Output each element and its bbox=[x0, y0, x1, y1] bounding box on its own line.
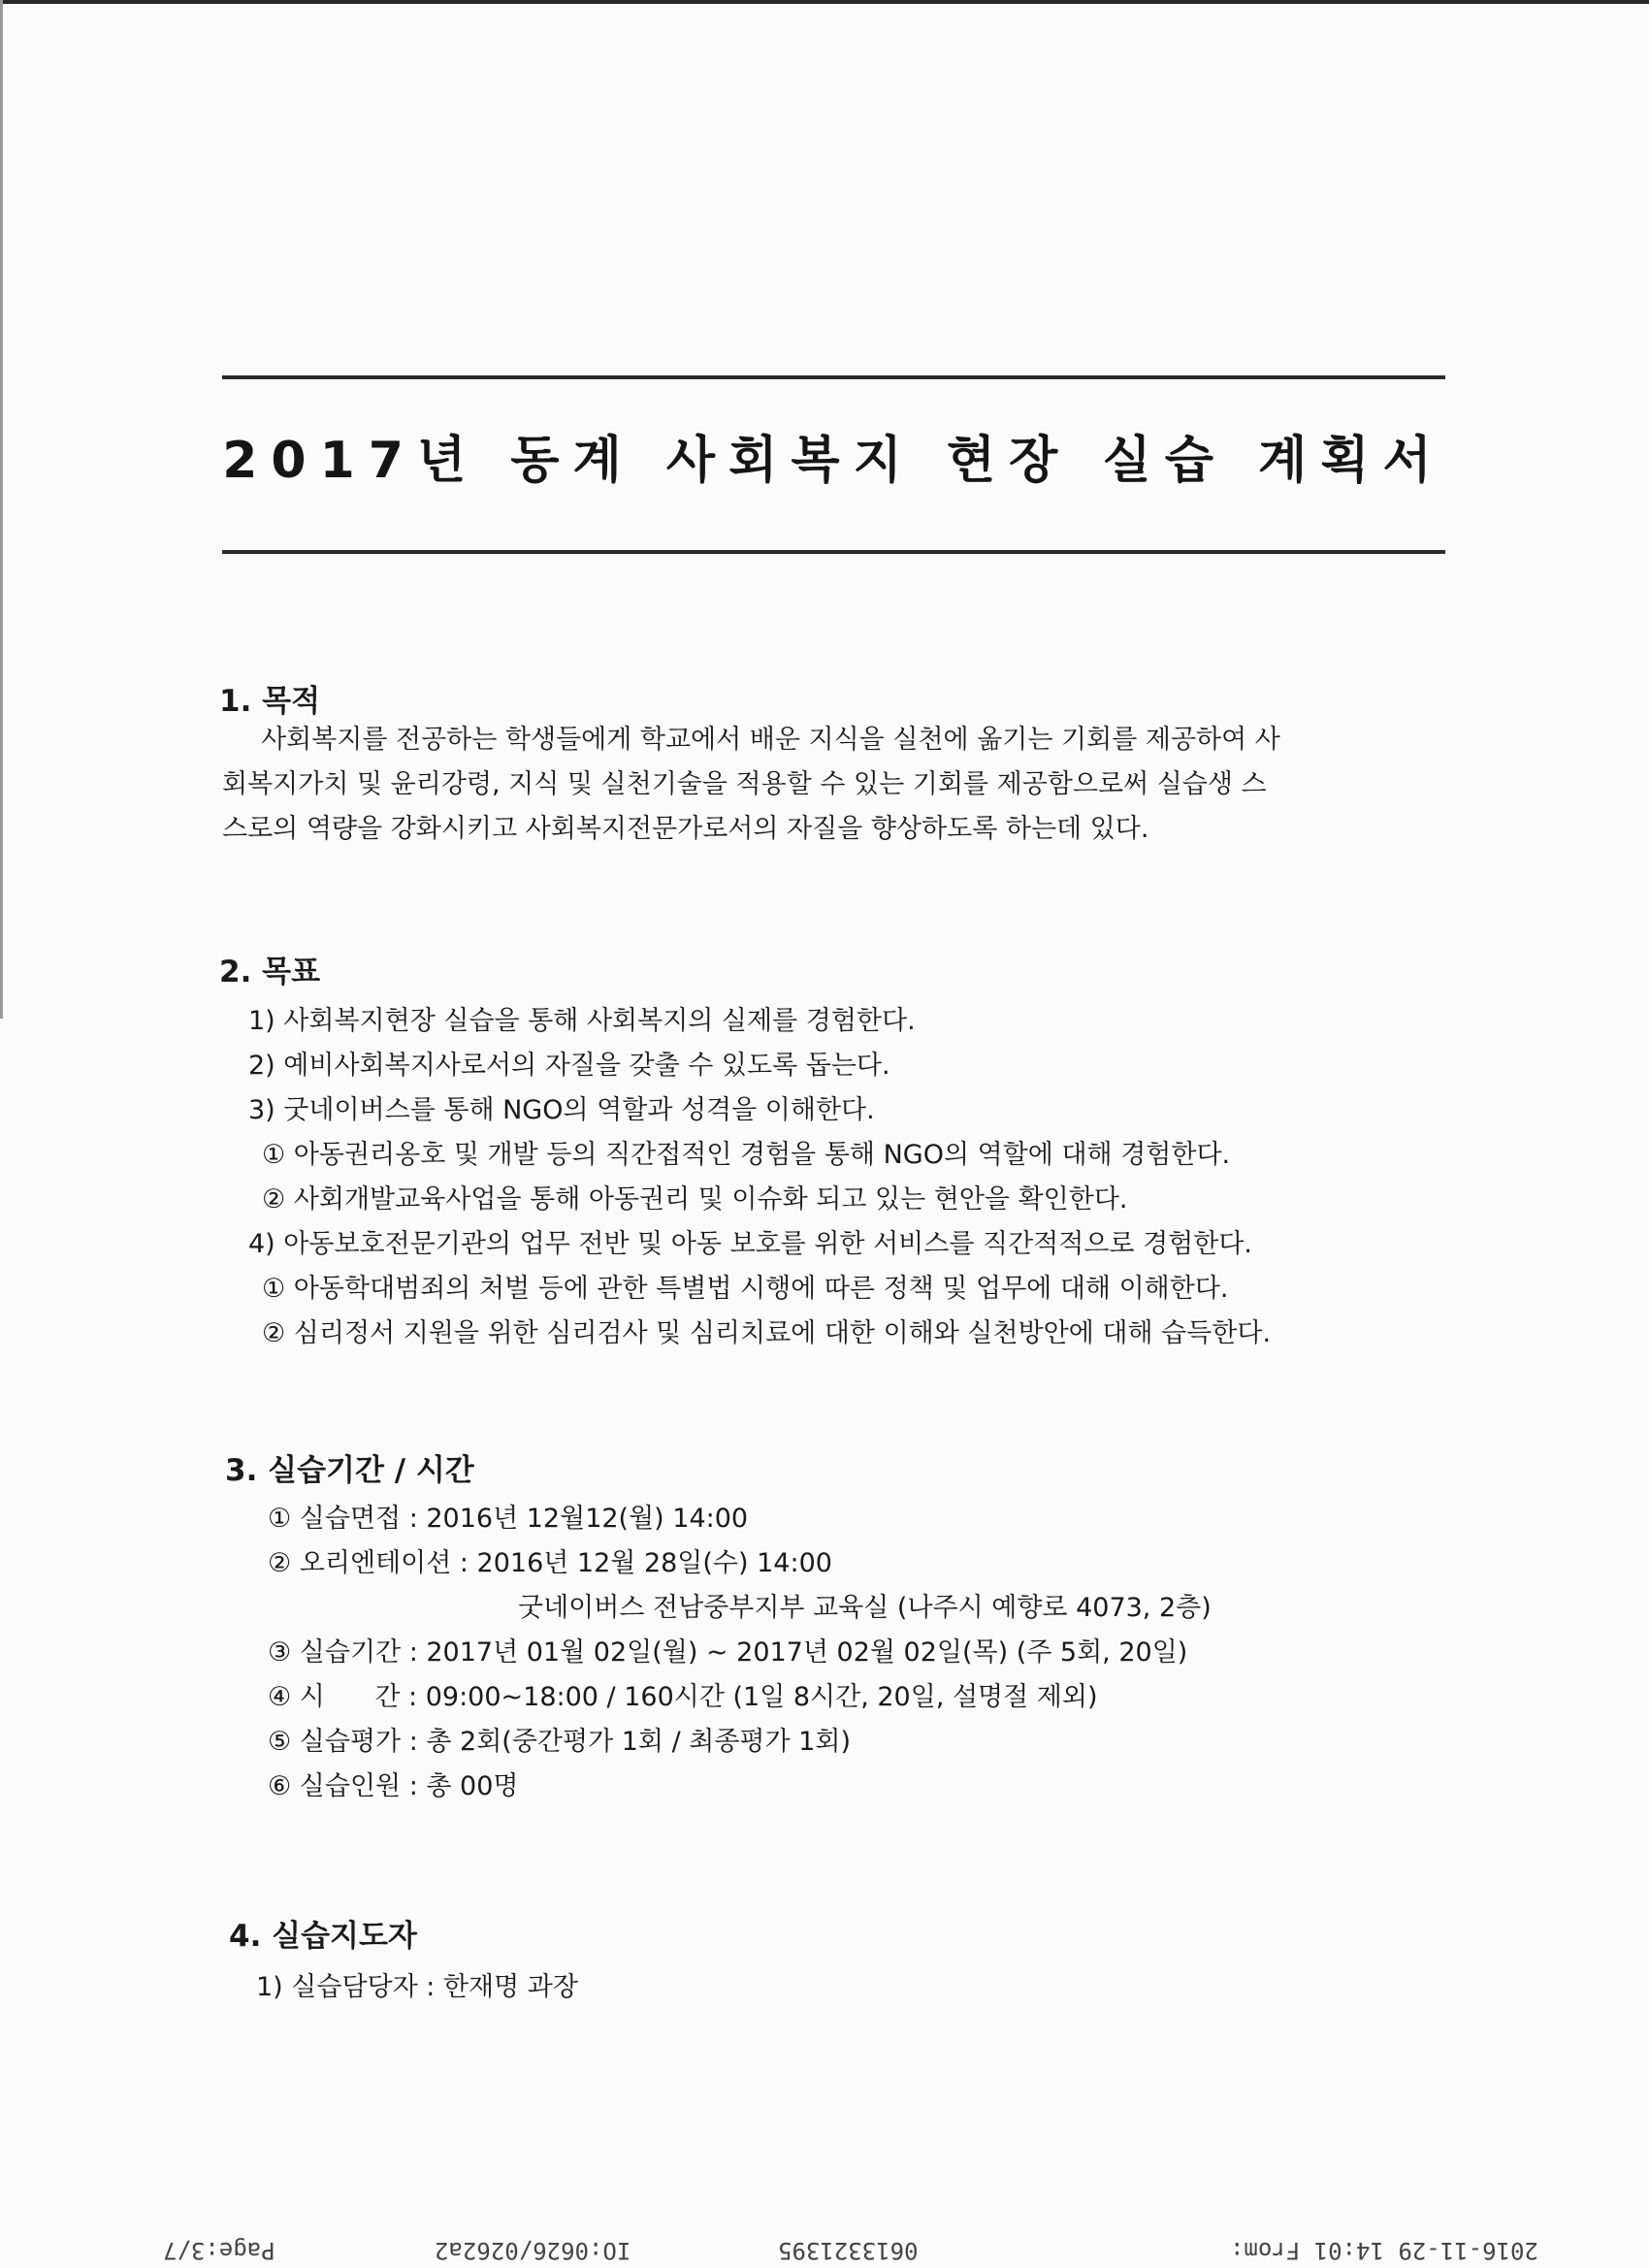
document-title: 2017년 동계 사회복지 현장 실습 계획서 bbox=[222, 432, 1445, 490]
section-heading-purpose: 1. 목적 bbox=[219, 684, 321, 719]
period-item: ⑥ 실습인원 : 총 00명 bbox=[268, 1771, 519, 1801]
section-heading-goals: 2. 목표 bbox=[219, 955, 321, 989]
period-item: ① 실습면접 : 2016년 12월12(월) 14:00 bbox=[268, 1504, 749, 1534]
fax-phone: 0613321395 bbox=[778, 2237, 919, 2264]
goal-subitem: ① 아동학대범죄의 처벌 등에 관한 특별법 시행에 따른 정책 및 업무에 대해 이해한다. bbox=[262, 1274, 1229, 1304]
period-item: ③ 실습기간 : 2017년 01월 02일(월) ~ 2017년 02월 02일(목) (주 5회, 20일) bbox=[268, 1637, 1188, 1668]
title-top-rule bbox=[222, 375, 1445, 379]
fax-number: IO:0626/0262a2 bbox=[435, 2237, 631, 2264]
goal-item: 3) 굿네이버스를 통해 NGO의 역할과 성격을 이해한다. bbox=[248, 1095, 875, 1125]
purpose-line: 회복지가치 및 윤리강령, 지식 및 실천기술을 적용할 수 있는 기회를 제공함으로써 실습생 스 bbox=[222, 769, 1267, 799]
section-heading-supervisor: 4. 실습지도자 bbox=[229, 1919, 417, 1954]
page-left-edge bbox=[0, 0, 3, 1019]
purpose-line: 사회복지를 전공하는 학생들에게 학교에서 배운 지식을 실천에 옮기는 기회를 제공하여 사 bbox=[261, 725, 1280, 755]
goal-item: 1) 사회복지현장 실습을 통해 사회복지의 실제를 경험한다. bbox=[248, 1006, 916, 1036]
title-bottom-rule bbox=[222, 550, 1445, 554]
purpose-line: 스로의 역량을 강화시키고 사회복지전문가로서의 자질을 향상하도록 하는데 있다. bbox=[222, 814, 1149, 844]
period-item: ② 오리엔테이션 : 2016년 12월 28일(수) 14:00 bbox=[268, 1548, 832, 1578]
period-location: 굿네이버스 전남중부지부 교육실 (나주시 예향로 4073, 2층) bbox=[518, 1593, 1212, 1623]
page-top-edge bbox=[0, 0, 1649, 4]
fax-timestamp: 2016-11-29 14:01 From: bbox=[1230, 2237, 1538, 2264]
goal-item: 4) 아동보호전문기관의 업무 전반 및 아동 보호를 위한 서비스를 직간적적으로 경험한다. bbox=[248, 1229, 1252, 1259]
goal-subitem: ② 심리정서 지원을 위한 심리검사 및 심리치료에 대한 이해와 실천방안에 대해 습득한다. bbox=[262, 1318, 1272, 1348]
period-item: ④ 시 간 : 09:00~18:00 / 160시간 (1일 8시간, 20일, 설명절 제외) bbox=[268, 1682, 1098, 1712]
goal-item: 2) 예비사회복지사로서의 자질을 갖출 수 있도록 돕는다. bbox=[248, 1051, 890, 1081]
period-item: ⑤ 실습평가 : 총 2회(중간평가 1회 / 최종평가 1회) bbox=[268, 1727, 851, 1757]
goal-subitem: ② 사회개발교육사업을 통해 아동권리 및 이슈화 되고 있는 현안을 확인한다. bbox=[262, 1184, 1128, 1215]
goal-subitem: ① 아동권리옹호 및 개발 등의 직간접적인 경험을 통해 NGO의 역할에 대해 경험한다. bbox=[262, 1140, 1231, 1170]
supervisor-item: 1) 실습담당자 : 한재명 과장 bbox=[256, 1972, 578, 2002]
fax-page-number: Page:3/7 bbox=[163, 2237, 275, 2264]
purpose-paragraph bbox=[222, 718, 1446, 852]
section-heading-period: 3. 실습기간 / 시간 bbox=[225, 1453, 474, 1488]
